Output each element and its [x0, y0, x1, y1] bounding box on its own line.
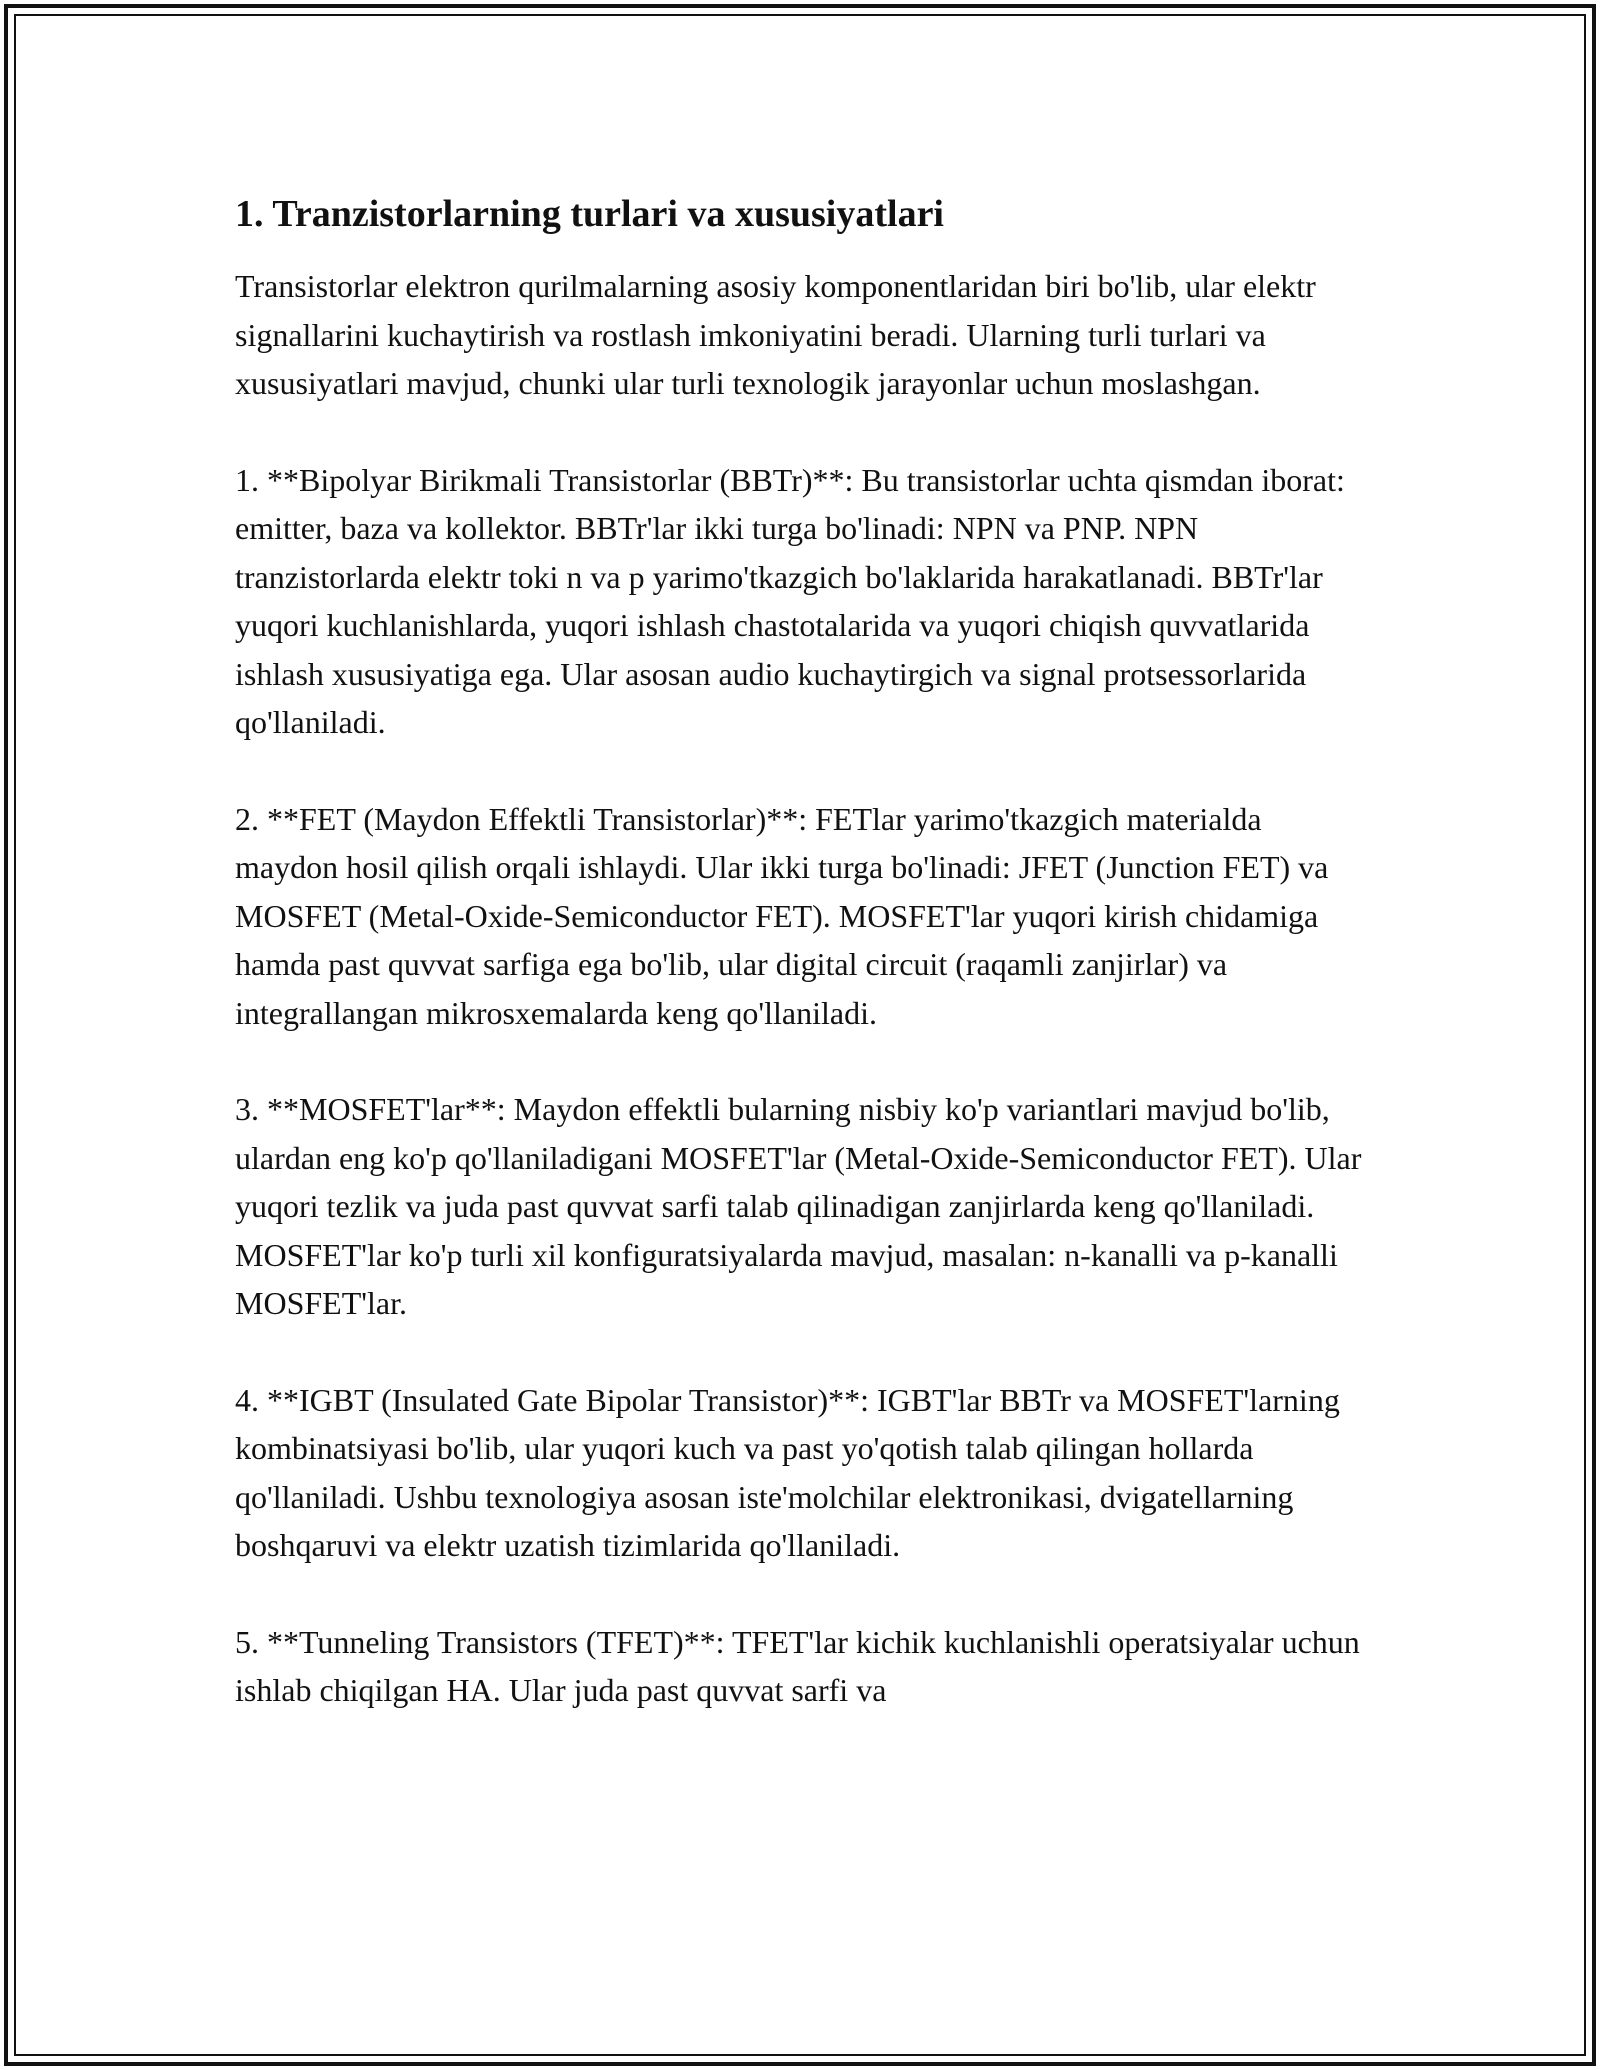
- paragraph-igbt: 4. **IGBT (Insulated Gate Bipolar Transistor)**: IGBT'lar BBTr va MOSFET'larning kombinatsiyasi bo'lib, ular yuqori kuch va past yo'qotish talab qilingan hollarda qo'llaniladi. Ushbu texnologiya asosan iste'molchilar elektronikasi, dvigatellarning boshqaruvi va elektr uzatish tizimlarida qo'llaniladi.: [235, 1381, 1340, 1563]
- paragraph-fet: 2. **FET (Maydon Effektli Transistorlar)**: FETlar yarimo'tkazgich materialda maydon hosil qilish orqali ishlaydi. Ular ikki turga bo'linadi: JFET (Junction FET) va MOSFET (Metal-Oxide-Semiconductor FET). MOSFET'lar yuqori kirish chidamiga hamda past quvvat sarfiga ega bo'lib, ular digital circuit (raqamli zanjirlar) va integrallangan mikrosxemalarda keng qo'llaniladi.: [235, 800, 1329, 1031]
- document-body: [235, 188, 1370, 1763]
- paragraph-bbtr: 1. **Bipolyar Birikmali Transistorlar (BBTr)**: Bu transistorlar uchta qismdan iborat: emitter, baza va kollektor. BBTr'lar ikki turga bo'linadi: NPN va PNP. NPN tranzistorlarda elektr toki n va p yarimo'tkazgich bo'laklarida harakatlanadi. BBTr'lar yuqori kuchlanishlarda, yuqori ishlash chastotalarida va yuqori chiqish quvvatlarida ishlash xususiyatiga ega. Ular asosan audio kuchaytirgich va signal protsessorlarida qo'llaniladi.: [235, 461, 1345, 740]
- section-heading: 1. Tranzistorlarning turlari va xususiyatlari: [235, 193, 944, 235]
- intro-paragraph: Transistorlar elektron qurilmalarning asosiy komponentlaridan biri bo'lib, ular elektr signallarini kuchaytirish va rostlash imkoniyatini beradi. Ularning turli turlari va xususiyatlari mavjud, chunki ular turli texnologik jarayonlar uchun moslashgan.: [235, 268, 1316, 401]
- paragraph-mosfet: 3. **MOSFET'lar**: Maydon effektli bularning nisbiy ko'p variantlari mavjud bo'lib, ulardan eng ko'p qo'llaniladigani MOSFET'lar (Metal-Oxide-Semiconductor FET). Ular yuqori tezlik va juda past quvvat sarfi talab qilinadigan zanjirlarda keng qo'llaniladi. MOSFET'lar ko'p turli xil konfiguratsiyalarda mavjud, masalan: n-kanalli va p-kanalli MOSFET'lar.: [235, 1091, 1362, 1321]
- paragraph-tfet: 5. **Tunneling Transistors (TFET)**: TFET'lar kichik kuchlanishli operatsiyalar uchun ishlab chiqilgan HA. Ular juda past quvvat sarfi va: [235, 1623, 1360, 1708]
